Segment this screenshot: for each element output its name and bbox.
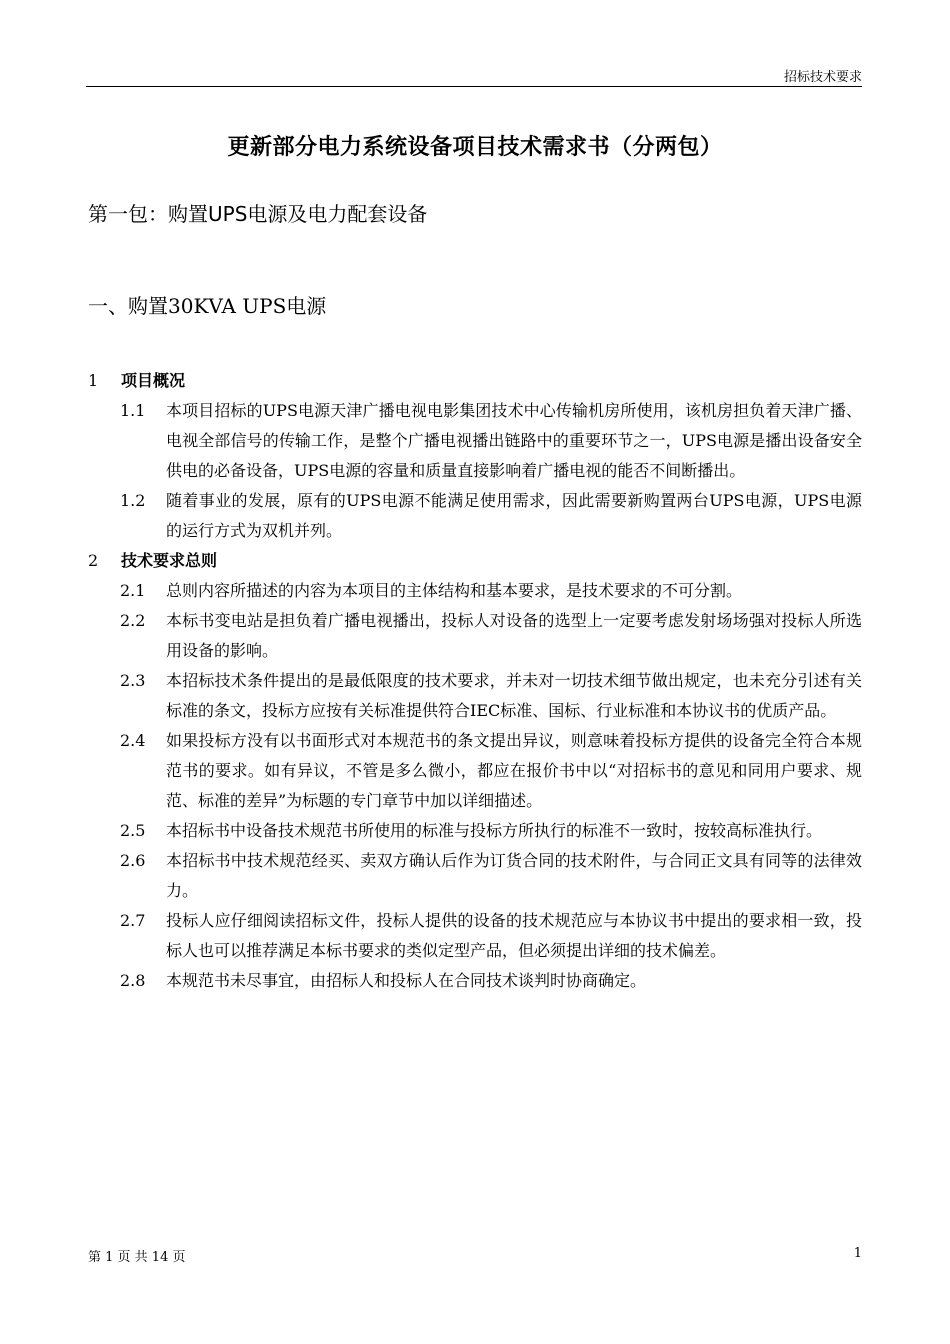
header-rule: [86, 86, 862, 87]
document-title: 更新部分电力系统设备项目技术需求书（分两包）: [227, 135, 723, 160]
section-heading: [88, 546, 862, 576]
list-item: [120, 666, 862, 726]
item-number: 2.6: [120, 851, 146, 870]
item-number: 1.1: [120, 401, 146, 420]
section-heading: [88, 366, 862, 396]
item-number: 2.8: [120, 971, 146, 990]
section-1: [88, 366, 862, 546]
content-body: [88, 366, 862, 996]
list-item: [120, 906, 862, 966]
section-number: 1: [88, 371, 99, 390]
section-2: [88, 546, 862, 996]
item-number: 2.7: [120, 911, 146, 930]
item-number: 2.1: [120, 581, 146, 600]
footer-page-number: 1: [853, 1246, 862, 1261]
item-number: 2.5: [120, 821, 146, 840]
item-text: 随着事业的发展，原有的UPS电源不能满足使用需求，因此需要新购置两台UPS电源，UPS电源的运行方式为双机并列。: [166, 491, 862, 540]
item-text: 总则内容所描述的内容为本项目的主体结构和基本要求，是技术要求的不可分割。: [166, 581, 743, 600]
section-title: 一、购置30KVA UPS电源: [88, 294, 327, 318]
list-item: [120, 846, 862, 906]
item-number: 2.4: [120, 731, 146, 750]
list-item: [120, 576, 862, 606]
item-text: 本招标书中技术规范经买、卖双方确认后作为订货合同的技术附件，与合同正文具有同等的法律效力。: [166, 851, 862, 900]
item-text: 本招标书中设备技术规范书所使用的标准与投标方所执行的标准不一致时，按较高标准执行。: [166, 821, 823, 840]
item-number: 1.2: [120, 491, 146, 510]
section-heading-text: 技术要求总则: [121, 551, 218, 570]
package-title: 第一包：购置UPS电源及电力配套设备: [88, 202, 428, 226]
item-text: 本标书变电站是担负着广播电视播出，投标人对设备的选型上一定要考虑发射场场强对投标人所选用设备的影响。: [166, 611, 862, 660]
item-text: 本招标技术条件提出的是最低限度的技术要求，并未对一切技术细节做出规定，也未充分引述有关标准的条文，投标方应按有关标准提供符合IEC标准、国标、行业标准和本协议书的优质产品。: [166, 671, 862, 720]
list-item: [120, 486, 862, 546]
list-item: [120, 726, 862, 816]
footer-page-info: 第 1 页 共 14 页: [88, 1250, 186, 1265]
list-item: [120, 606, 862, 666]
item-number: 2.3: [120, 671, 146, 690]
page-header-text: 招标技术要求: [783, 70, 862, 85]
section-number: 2: [88, 551, 99, 570]
list-item: [120, 396, 862, 486]
item-text: 投标人应仔细阅读招标文件，投标人提供的设备的技术规范应与本协议书中提出的要求相一致，投标人也可以推荐满足本标书要求的类似定型产品，但必须提出详细的技术偏差。: [166, 911, 862, 960]
list-item: [120, 816, 862, 846]
list-item: [120, 966, 862, 996]
section-heading-text: 项目概况: [121, 371, 186, 390]
item-number: 2.2: [120, 611, 146, 630]
item-text: 如果投标方没有以书面形式对本规范书的条文提出异议，则意味着投标方提供的设备完全符合本规范书的要求。如有异议，不管是多么微小，都应在报价书中以“对招标书的意见和同用户要求、规范、标准的差异”为标题的专门章节中加以详细描述。: [166, 731, 862, 810]
item-text: 本项目招标的UPS电源天津广播电视电影集团技术中心传输机房所使用，该机房担负着天津广播、电视全部信号的传输工作，是整个广播电视播出链路中的重要环节之一，UPS电源是播出设备安全供电的必备设备，UPS电源的容量和质量直接影响着广播电视的能否不间断播出。: [166, 401, 862, 480]
item-text: 本规范书未尽事宜，由招标人和投标人在合同技术谈判时协商确定。: [166, 971, 647, 990]
